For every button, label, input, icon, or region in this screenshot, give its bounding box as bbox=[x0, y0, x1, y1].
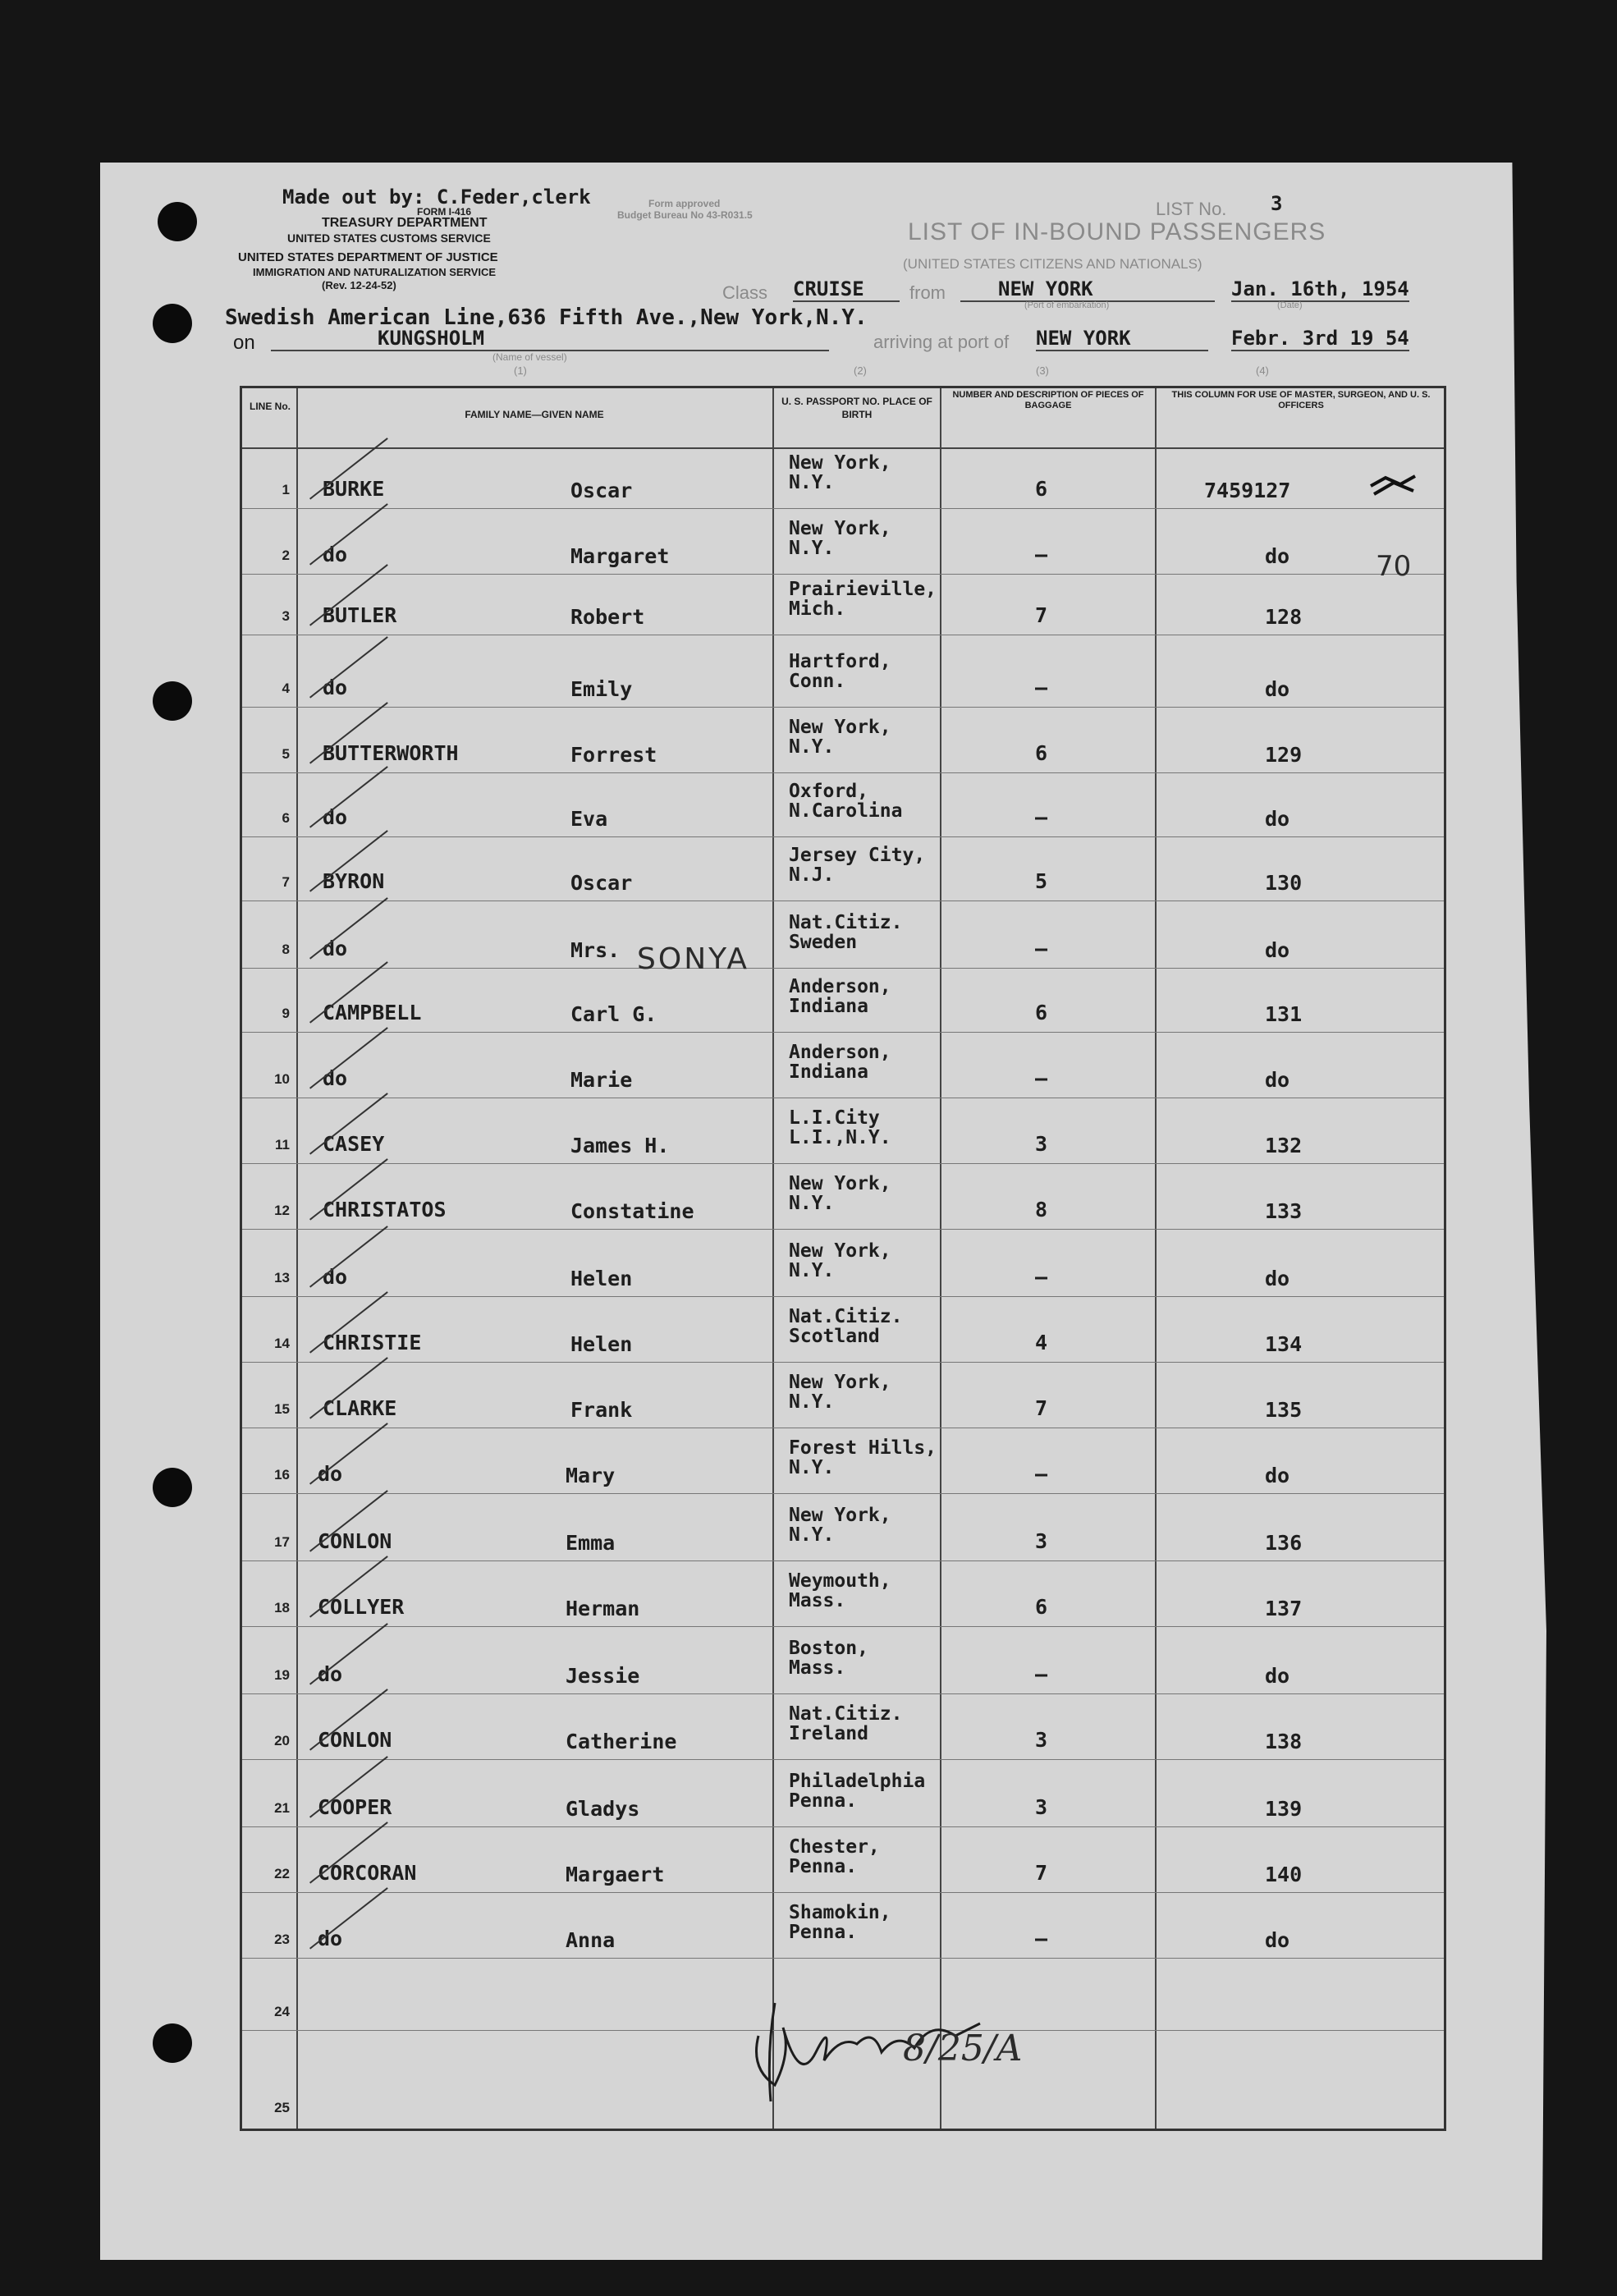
given-name: Forrest bbox=[570, 743, 657, 767]
officer-entry: do bbox=[1265, 1267, 1290, 1290]
birth-place-line-1: Chester, bbox=[789, 1836, 880, 1858]
officer-entry: do bbox=[1265, 544, 1290, 568]
arrival-port: NEW YORK bbox=[1036, 327, 1208, 351]
birth-place-line-1: New York, bbox=[789, 518, 891, 539]
baggage-count: 3 bbox=[1035, 1728, 1048, 1752]
given-name: Helen bbox=[570, 1267, 633, 1290]
birth-place-line-1: New York, bbox=[789, 1372, 891, 1393]
birth-place-line-1: Boston, bbox=[789, 1638, 868, 1659]
given-name: Jessie bbox=[566, 1664, 640, 1688]
agency-line-1: TREASURY DEPARTMENT bbox=[322, 216, 488, 230]
family-name: CONLON bbox=[318, 1728, 392, 1752]
birth-place-line-1: Oxford, bbox=[789, 781, 868, 802]
officer-entry: 130 bbox=[1265, 871, 1303, 895]
birth-place-line-2: Indiana bbox=[789, 1061, 868, 1083]
line-number: 23 bbox=[274, 1932, 290, 1947]
punch-hole bbox=[158, 202, 197, 241]
birth-place-line-2: N.Carolina bbox=[789, 800, 903, 822]
family-name: do bbox=[318, 1662, 343, 1686]
check-mark bbox=[309, 1623, 388, 1684]
birth-place-line-2: Penna. bbox=[789, 1790, 858, 1812]
line-number: 6 bbox=[282, 810, 290, 826]
punch-hole bbox=[153, 681, 192, 721]
birth-place-line-2: N.Y. bbox=[789, 1457, 835, 1478]
birth-place-line-2: Scotland bbox=[789, 1326, 880, 1347]
line-number: 14 bbox=[274, 1336, 290, 1351]
line-number: 11 bbox=[275, 1137, 290, 1153]
check-mark bbox=[309, 1423, 388, 1484]
family-name: do bbox=[323, 676, 348, 699]
baggage-count: 4 bbox=[1035, 1331, 1048, 1354]
line-number: 8 bbox=[282, 942, 290, 957]
baggage-count: 7 bbox=[1035, 1396, 1048, 1420]
vessel-caption: (Name of vessel) bbox=[492, 351, 567, 363]
col-num-4: (4) bbox=[1256, 364, 1269, 377]
line-number: 15 bbox=[274, 1401, 290, 1417]
family-name: COLLYER bbox=[318, 1595, 405, 1619]
baggage-count: – bbox=[1035, 676, 1048, 699]
baggage-count: – bbox=[1035, 543, 1048, 566]
baggage-count: 3 bbox=[1035, 1795, 1048, 1819]
given-name: Helen bbox=[570, 1332, 633, 1356]
vessel-name: KUNGSHOLM bbox=[271, 327, 829, 351]
given-name: Anna bbox=[566, 1928, 616, 1952]
birth-place-line-1: Weymouth, bbox=[789, 1570, 891, 1592]
family-name: CASEY bbox=[323, 1132, 385, 1156]
given-name: Margaret bbox=[570, 544, 670, 568]
line-number: 1 bbox=[282, 482, 290, 497]
given-name: Mary bbox=[566, 1464, 616, 1487]
column-header-name: FAMILY NAME—GIVEN NAME bbox=[465, 409, 604, 420]
line-number: 9 bbox=[282, 1006, 290, 1021]
officer-entry: do bbox=[1265, 1664, 1290, 1688]
baggage-count: – bbox=[1035, 937, 1048, 960]
baggage-count: 3 bbox=[1035, 1132, 1048, 1156]
given-name: Mrs. bbox=[570, 938, 621, 962]
baggage-count: 6 bbox=[1035, 741, 1048, 765]
column-header-baggage: NUMBER AND DESCRIPTION OF PIECES OF BAGGAGE bbox=[952, 390, 1144, 410]
class-label: Class bbox=[722, 282, 768, 303]
given-name: Margaert bbox=[566, 1863, 665, 1886]
line-number: 17 bbox=[274, 1534, 290, 1550]
given-name: Carl G. bbox=[570, 1002, 657, 1026]
line-number: 16 bbox=[274, 1467, 290, 1483]
list-no-value: 3 bbox=[1271, 192, 1283, 215]
on-label: on bbox=[233, 332, 255, 354]
officer-entry: do bbox=[1265, 1068, 1290, 1092]
family-name: BURKE bbox=[323, 477, 385, 501]
officer-entry: 129 bbox=[1265, 743, 1303, 767]
officer-entry: 139 bbox=[1265, 1797, 1303, 1821]
family-name: BUTTERWORTH bbox=[323, 741, 459, 765]
check-mark bbox=[309, 636, 388, 698]
class-value: CRUISE bbox=[793, 277, 900, 302]
birth-place-line-1: Prairieville, bbox=[789, 579, 937, 600]
birth-place-line-2: N.J. bbox=[789, 864, 835, 886]
birth-place-line-2: N.Y. bbox=[789, 736, 835, 758]
birth-place-line-1: Nat.Citiz. bbox=[789, 1306, 903, 1327]
given-name: Marie bbox=[570, 1068, 633, 1092]
agency-line-3: UNITED STATES DEPARTMENT OF JUSTICE bbox=[238, 250, 498, 264]
line-number: 13 bbox=[274, 1270, 290, 1285]
line-number: 21 bbox=[274, 1800, 290, 1816]
date-caption: (Date) bbox=[1277, 300, 1303, 310]
from-label: from bbox=[909, 282, 946, 303]
given-name: James H. bbox=[570, 1134, 670, 1157]
line-number: 7 bbox=[282, 874, 290, 890]
agency-line-5: (Rev. 12-24-52) bbox=[322, 279, 396, 291]
family-name: CHRISTATOS bbox=[323, 1198, 447, 1221]
check-mark bbox=[309, 1226, 388, 1287]
budget-approval: Budget Bureau No 43-R031.5 bbox=[617, 209, 753, 221]
given-name: Robert bbox=[570, 605, 645, 629]
officer-entry: 136 bbox=[1265, 1531, 1303, 1555]
baggage-count: 6 bbox=[1035, 1595, 1048, 1619]
line-number: 10 bbox=[274, 1071, 290, 1087]
birth-place-line-1: Shamokin, bbox=[789, 1902, 891, 1923]
birth-place-line-2: N.Y. bbox=[789, 1524, 835, 1546]
family-name: CHRISTIE bbox=[323, 1331, 422, 1354]
given-name: Oscar bbox=[570, 479, 633, 502]
birth-place-line-2: N.Y. bbox=[789, 472, 835, 493]
family-name: do bbox=[318, 1927, 343, 1950]
family-name: CORCORAN bbox=[318, 1861, 417, 1885]
port-caption: (Port of embarkation) bbox=[1024, 300, 1110, 310]
birth-place-line-1: L.I.City bbox=[789, 1107, 880, 1129]
officer-entry: 128 bbox=[1265, 605, 1303, 629]
baggage-count: – bbox=[1035, 1066, 1048, 1090]
from-value: NEW YORK bbox=[960, 277, 1215, 302]
family-name: CLARKE bbox=[323, 1396, 397, 1420]
birth-place-line-2: N.Y. bbox=[789, 1260, 835, 1281]
family-name: COOPER bbox=[318, 1795, 392, 1819]
officer-entry: 7459127 bbox=[1204, 479, 1291, 502]
family-name: do bbox=[318, 1462, 343, 1486]
officer-entry: do bbox=[1265, 807, 1290, 831]
line-number: 18 bbox=[274, 1600, 290, 1615]
scribble-mark bbox=[1369, 474, 1417, 497]
birth-place-line-2: Indiana bbox=[789, 996, 868, 1017]
given-name: Catherine bbox=[566, 1730, 677, 1753]
passenger-table bbox=[240, 386, 1446, 2131]
form-number: FORM I-416 bbox=[417, 206, 472, 218]
family-name: BYRON bbox=[323, 869, 385, 893]
col-num-3: (3) bbox=[1036, 364, 1049, 377]
officer-entry: 135 bbox=[1265, 1398, 1303, 1422]
baggage-count: 6 bbox=[1035, 1001, 1048, 1024]
officer-entry: 134 bbox=[1265, 1332, 1303, 1356]
birth-place-line-2: N.Y. bbox=[789, 538, 835, 559]
given-name: Emily bbox=[570, 677, 633, 701]
agency-line-4: IMMIGRATION AND NATURALIZATION SERVICE bbox=[253, 266, 497, 278]
punch-hole bbox=[153, 304, 192, 343]
check-mark bbox=[309, 766, 388, 827]
officer-entry: do bbox=[1265, 1928, 1290, 1952]
check-mark bbox=[309, 897, 388, 959]
baggage-count: – bbox=[1035, 1265, 1048, 1289]
given-name: Oscar bbox=[570, 871, 633, 895]
officer-entry: 133 bbox=[1265, 1199, 1303, 1223]
given-name: Frank bbox=[570, 1398, 633, 1422]
family-name: CONLON bbox=[318, 1529, 392, 1553]
check-mark bbox=[309, 1027, 388, 1088]
punch-hole bbox=[153, 2023, 192, 2063]
line-number: 24 bbox=[274, 2004, 290, 2019]
officer-entry: do bbox=[1265, 677, 1290, 701]
baggage-count: 5 bbox=[1035, 869, 1048, 893]
given-name: Eva bbox=[570, 807, 608, 831]
birth-place-line-1: Forest Hills, bbox=[789, 1437, 937, 1459]
officer-entry: do bbox=[1265, 938, 1290, 962]
birth-place-line-2: Conn. bbox=[789, 671, 846, 692]
line-number: 2 bbox=[282, 548, 290, 563]
baggage-count: – bbox=[1035, 1927, 1048, 1950]
officer-entry: 137 bbox=[1265, 1597, 1303, 1620]
family-name: BUTLER bbox=[323, 603, 397, 627]
given-name: Constatine bbox=[570, 1199, 694, 1223]
birth-place-line-2: N.Y. bbox=[789, 1193, 835, 1214]
birth-place-line-2: N.Y. bbox=[789, 1391, 835, 1413]
birth-place-line-1: New York, bbox=[789, 1240, 891, 1262]
arriving-label: arriving at port of bbox=[873, 332, 1010, 352]
family-name: do bbox=[323, 805, 348, 829]
check-mark bbox=[309, 503, 388, 565]
margin-note-70: 70 bbox=[1376, 550, 1412, 583]
line-number: 25 bbox=[274, 2100, 290, 2115]
given-name: Herman bbox=[566, 1597, 640, 1620]
document-page-edge bbox=[1504, 163, 1546, 2260]
officer-entry: 131 bbox=[1265, 1002, 1303, 1026]
handwritten-date: 8/25/A bbox=[903, 2028, 1023, 2069]
baggage-count: 3 bbox=[1035, 1529, 1048, 1553]
column-header-passport: U. S. PASSPORT NO. PLACE OF BIRTH bbox=[781, 396, 932, 420]
line-number: 4 bbox=[282, 681, 290, 696]
birth-place-line-2: L.I.,N.Y. bbox=[789, 1127, 891, 1148]
line-number: 20 bbox=[274, 1733, 290, 1748]
family-name: CAMPBELL bbox=[323, 1001, 422, 1024]
family-name: do bbox=[323, 1265, 348, 1289]
birth-place-line-1: New York, bbox=[789, 452, 891, 474]
given-name: Gladys bbox=[566, 1797, 640, 1821]
line-number: 22 bbox=[274, 1866, 290, 1881]
officer-entry: 140 bbox=[1265, 1863, 1303, 1886]
list-subtitle: (UNITED STATES CITIZENS AND NATIONALS) bbox=[903, 256, 1202, 272]
col-num-1: (1) bbox=[514, 364, 527, 377]
birth-place-line-2: Penna. bbox=[789, 1856, 858, 1877]
birth-place-line-2: Penna. bbox=[789, 1922, 858, 1943]
list-title: LIST OF IN-BOUND PASSENGERS bbox=[908, 218, 1326, 245]
birth-place-line-1: Anderson, bbox=[789, 976, 891, 997]
form-approved: Form approved bbox=[648, 198, 721, 209]
birth-place-line-2: Mich. bbox=[789, 598, 846, 620]
made-out-by: Made out by: C.Feder,clerk bbox=[282, 186, 591, 209]
column-header-line-no: LINE No. bbox=[250, 401, 291, 412]
birth-place-line-2: Sweden bbox=[789, 932, 858, 953]
line-number: 3 bbox=[282, 608, 290, 624]
check-mark bbox=[309, 1887, 388, 1949]
col-num-2: (2) bbox=[854, 364, 867, 377]
officer-entry: 138 bbox=[1265, 1730, 1303, 1753]
birth-place-line-1: Nat.Citiz. bbox=[789, 912, 903, 933]
column-header-officers: THIS COLUMN FOR USE OF MASTER, SURGEON, AND U. S. OFFICERS bbox=[1171, 390, 1431, 410]
given-name: Emma bbox=[566, 1531, 616, 1555]
baggage-count: – bbox=[1035, 1662, 1048, 1686]
birth-place-line-1: New York, bbox=[789, 717, 891, 738]
arrival-date: Febr. 3rd 19 54 bbox=[1231, 327, 1409, 350]
birth-place-line-1: New York, bbox=[789, 1505, 891, 1526]
line-number: 5 bbox=[282, 746, 290, 762]
departure-date: Jan. 16th, 1954 bbox=[1231, 277, 1409, 300]
line-number: 12 bbox=[274, 1203, 290, 1218]
agency-line-2: UNITED STATES CUSTOMS SERVICE bbox=[287, 231, 491, 245]
baggage-count: 7 bbox=[1035, 603, 1048, 627]
birth-place-line-1: Hartford, bbox=[789, 651, 891, 672]
line-number: 19 bbox=[274, 1667, 290, 1683]
list-no-label: LIST No. bbox=[1156, 199, 1227, 219]
birth-place-line-2: Mass. bbox=[789, 1590, 846, 1611]
birth-place-line-1: Anderson, bbox=[789, 1042, 891, 1063]
family-name: do bbox=[323, 937, 348, 960]
officer-entry: 132 bbox=[1265, 1134, 1303, 1157]
birth-place-line-2: Mass. bbox=[789, 1657, 846, 1679]
baggage-count: – bbox=[1035, 805, 1048, 829]
birth-place-line-2: Ireland bbox=[789, 1723, 868, 1744]
baggage-count: 7 bbox=[1035, 1861, 1048, 1885]
family-name: do bbox=[323, 1066, 348, 1090]
punch-hole bbox=[153, 1468, 192, 1507]
birth-place-line-1: Nat.Citiz. bbox=[789, 1703, 903, 1725]
baggage-count: 8 bbox=[1035, 1198, 1048, 1221]
baggage-count: – bbox=[1035, 1462, 1048, 1486]
officer-entry: do bbox=[1265, 1464, 1290, 1487]
baggage-count: 6 bbox=[1035, 477, 1048, 501]
birth-place-line-1: Philadelphia bbox=[789, 1771, 926, 1792]
family-name: do bbox=[323, 543, 348, 566]
handwritten-name-sonya: SONYA bbox=[637, 942, 749, 976]
birth-place-line-1: Jersey City, bbox=[789, 845, 926, 866]
line-address: Swedish American Line,636 Fifth Ave.,New York,N.Y. bbox=[225, 305, 868, 330]
birth-place-line-1: New York, bbox=[789, 1173, 891, 1194]
